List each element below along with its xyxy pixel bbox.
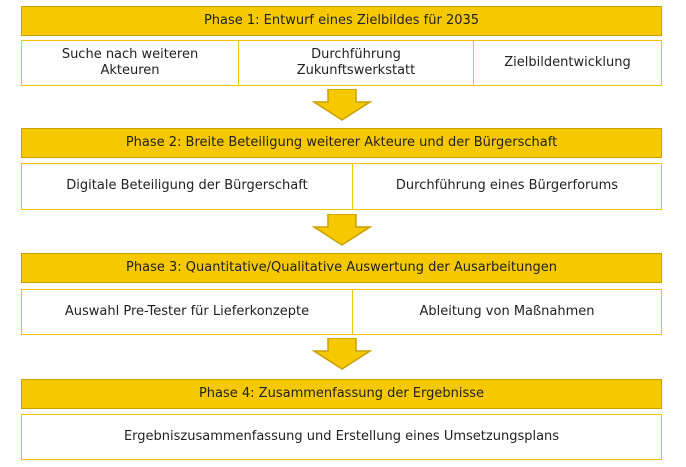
arrow-down-1	[312, 89, 372, 121]
phase-2-step-1-label: Digitale Beteiligung der Bürgerschaft	[66, 178, 308, 194]
phase-1-step-2	[239, 40, 474, 86]
phase-1-step-3-label: Zielbildentwicklung	[504, 54, 631, 70]
phase-4-step-1	[21, 414, 662, 460]
phase-4-step-1-label: Ergebniszusammenfassung und Erstellung eines Umsetzungsplans	[123, 428, 560, 444]
phase-3-step-1-label: Auswahl Pre-Tester für Lieferkonzepte	[64, 303, 310, 319]
phase-1-steps	[21, 40, 662, 86]
phase-1-step-2-label: Durchführung Zukunftswerkstatt	[296, 46, 416, 78]
arrow-down-3	[312, 338, 372, 370]
phase-3-step-2-label: Ableitung von Maßnahmen	[419, 303, 595, 319]
phase-2-steps	[21, 163, 662, 210]
phase-1-title: Phase 1: Entwurf eines Zielbildes für 2035	[203, 12, 480, 28]
phase-3-step-1	[21, 289, 353, 335]
phase-2-step-1	[21, 163, 353, 210]
phase-4-header	[21, 379, 662, 409]
phase-4-title: Phase 4: Zusammenfassung der Ergebnisse	[198, 385, 485, 401]
phase-1-step-3	[474, 40, 662, 86]
phase-1-step-1-label: Suche nach weiteren Akteuren	[61, 46, 199, 78]
phase-3-step-2	[353, 289, 662, 335]
arrow-down-2	[312, 214, 372, 246]
phase-3-title: Phase 3: Quantitative/Qualitative Auswertung der Ausarbeitungen	[126, 259, 557, 275]
phase-3-header	[21, 253, 662, 283]
phase-3-steps	[21, 289, 662, 335]
phase-1-step-1	[21, 40, 239, 86]
phase-1-header	[21, 6, 662, 36]
phase-2-header	[21, 128, 662, 158]
phase-2-step-2	[353, 163, 662, 210]
phase-2-title: Phase 2: Breite Beteiligung weiterer Akteure und der Bürgerschaft	[125, 134, 558, 150]
phase-2-step-2-label: Durchführung eines Bürgerforums	[395, 178, 619, 194]
